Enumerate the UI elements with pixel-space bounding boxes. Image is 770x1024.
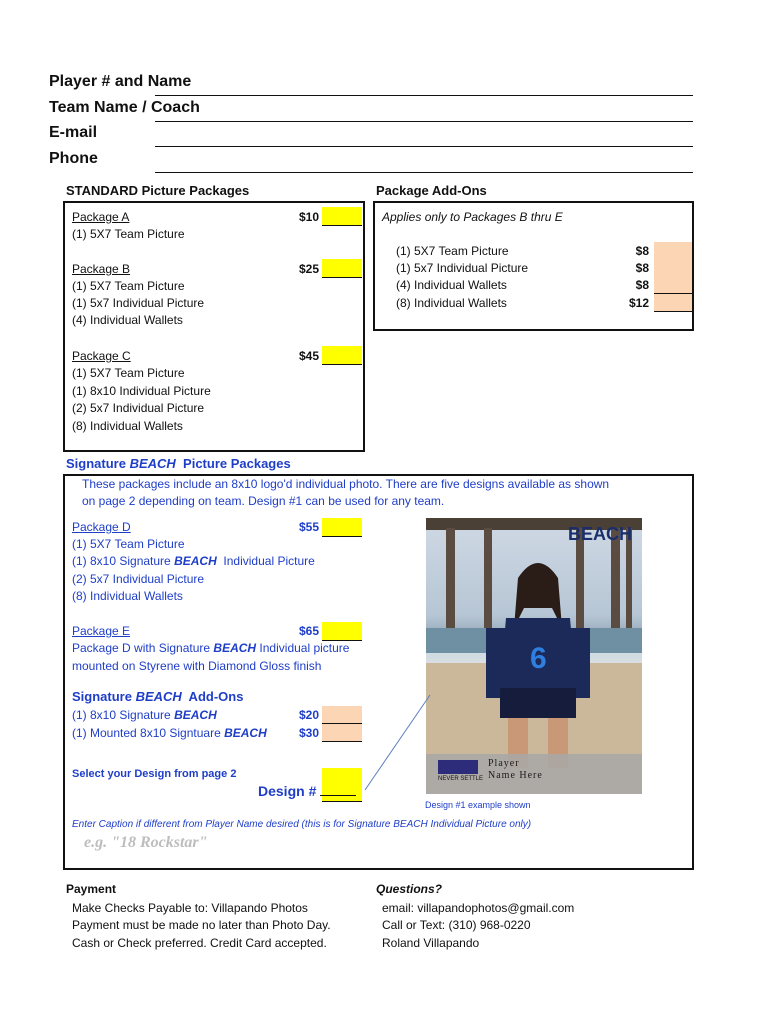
signature-desc: These packages include an 8x10 logo'd individual photo. There are five designs available as shown <box>82 477 610 491</box>
player-field[interactable] <box>155 95 693 96</box>
design-example-photo <box>426 518 642 794</box>
addon-qty[interactable] <box>654 242 692 260</box>
package-b-item: (1) 5x7 Individual Picture <box>72 296 205 310</box>
package-c-item: (2) 5x7 Individual Picture <box>72 401 205 415</box>
addons-title: Package Add-Ons <box>376 183 487 198</box>
signature-addon-label: (1) 8x10 Signature BEACH <box>72 708 217 722</box>
addon-qty[interactable] <box>654 294 692 312</box>
team-field[interactable] <box>155 121 693 122</box>
addons-note: Applies only to Packages B thru E <box>382 210 563 224</box>
addon-item-price: $8 <box>635 261 649 275</box>
player-label: Player # and Name <box>49 73 192 90</box>
questions-title: Questions? <box>376 882 443 896</box>
package-d-item: (1) 5X7 Team Picture <box>72 537 185 551</box>
questions-name: Roland Villapando <box>382 936 480 950</box>
payment-title: Payment <box>66 882 117 896</box>
signature-addons-title: Signature BEACH Add-Ons <box>72 689 244 704</box>
jersey-number: 6 <box>530 642 547 675</box>
package-e-qty[interactable] <box>322 622 362 641</box>
addon-item-price: $12 <box>628 296 649 310</box>
package-d-item: (2) 5x7 Individual Picture <box>72 572 205 586</box>
package-d-item: (1) 8x10 Signature BEACH Individual Picture <box>72 554 315 568</box>
package-e-price: $65 <box>298 624 319 638</box>
package-c-item: (1) 5X7 Team Picture <box>72 366 185 380</box>
signature-addon-qty[interactable] <box>322 724 362 742</box>
design-number-label: Design # <box>258 783 356 799</box>
package-d-price: $55 <box>298 520 319 534</box>
select-design-label: Select your Design from page 2 <box>72 768 237 780</box>
package-d-item: (8) Individual Wallets <box>72 589 183 603</box>
photo-player-line: Name Here <box>488 770 543 781</box>
caption-input[interactable]: e.g. "18 Rockstar" <box>84 834 208 851</box>
phone-label: Phone <box>49 150 98 167</box>
signature-title: Signature BEACH Picture Packages <box>66 456 291 471</box>
signature-addon-qty[interactable] <box>322 706 362 724</box>
connector-line <box>360 690 440 800</box>
questions-email: email: villapandophotos@gmail.com <box>382 901 575 915</box>
signature-desc: on page 2 depending on team. Design #1 can be used for any team. <box>82 494 445 508</box>
team-label: Team Name / Coach <box>49 99 200 116</box>
package-a-price: $10 <box>298 210 319 224</box>
package-c-item: (1) 8x10 Individual Picture <box>72 384 211 398</box>
package-b-qty[interactable] <box>322 259 362 278</box>
beach-photo-illustration <box>426 518 642 794</box>
photo-banner: BEACH <box>568 524 633 544</box>
payment-line: Cash or Check preferred. Credit Card accepted. <box>72 936 327 950</box>
photo-caption: Design #1 example shown <box>425 800 531 810</box>
package-b-name: Package B <box>72 262 131 276</box>
photo-player-line: Player <box>488 758 520 769</box>
package-b-price: $25 <box>298 262 319 276</box>
signature-addon-label: (1) Mounted 8x10 Signtuare BEACH <box>72 726 267 740</box>
addon-item-label: (1) 5x7 Individual Picture <box>396 261 529 275</box>
package-c-item: (8) Individual Wallets <box>72 419 183 433</box>
caption-note: Enter Caption if different from Player Name desired (this is for Signature BEACH Individual Picture only) <box>72 819 532 830</box>
addon-item-label: (1) 5X7 Team Picture <box>396 244 509 258</box>
addon-item-label: (4) Individual Wallets <box>396 278 507 292</box>
package-b-item: (4) Individual Wallets <box>72 313 183 327</box>
addon-item-price: $8 <box>635 278 649 292</box>
payment-line: Payment must be made no later than Photo Day. <box>72 918 331 932</box>
email-field[interactable] <box>155 146 693 147</box>
package-b-item: (1) 5X7 Team Picture <box>72 279 185 293</box>
email-label: E-mail <box>49 124 98 141</box>
package-a-qty[interactable] <box>322 207 362 226</box>
payment-line: Make Checks Payable to: Villapando Photos <box>72 901 308 915</box>
addon-qty[interactable] <box>654 276 692 294</box>
standard-title: STANDARD Picture Packages <box>66 183 250 198</box>
package-a-item: (1) 5X7 Team Picture <box>72 227 185 241</box>
package-d-qty[interactable] <box>322 518 362 537</box>
questions-phone: Call or Text: (310) 968-0220 <box>382 918 531 932</box>
package-e-item: mounted on Styrene with Diamond Gloss finish <box>72 659 322 673</box>
signature-addon-price: $20 <box>298 708 319 722</box>
photo-brand-tag: NEVER SETTLE <box>438 776 484 782</box>
package-c-qty[interactable] <box>322 346 362 365</box>
photo-player-name <box>488 758 543 782</box>
addon-item-price: $8 <box>635 244 649 258</box>
package-c-name: Package C <box>72 349 131 363</box>
package-c-price: $45 <box>298 349 319 363</box>
phone-field[interactable] <box>155 172 693 173</box>
package-e-item: Package D with Signature BEACH Individual picture <box>72 641 350 655</box>
package-a-name: Package A <box>72 210 130 224</box>
addon-qty[interactable] <box>654 259 692 277</box>
signature-addon-price: $30 <box>298 726 319 740</box>
package-d-name: Package D <box>72 520 131 534</box>
package-e-name: Package E <box>72 624 131 638</box>
addon-item-label: (8) Individual Wallets <box>396 296 507 310</box>
